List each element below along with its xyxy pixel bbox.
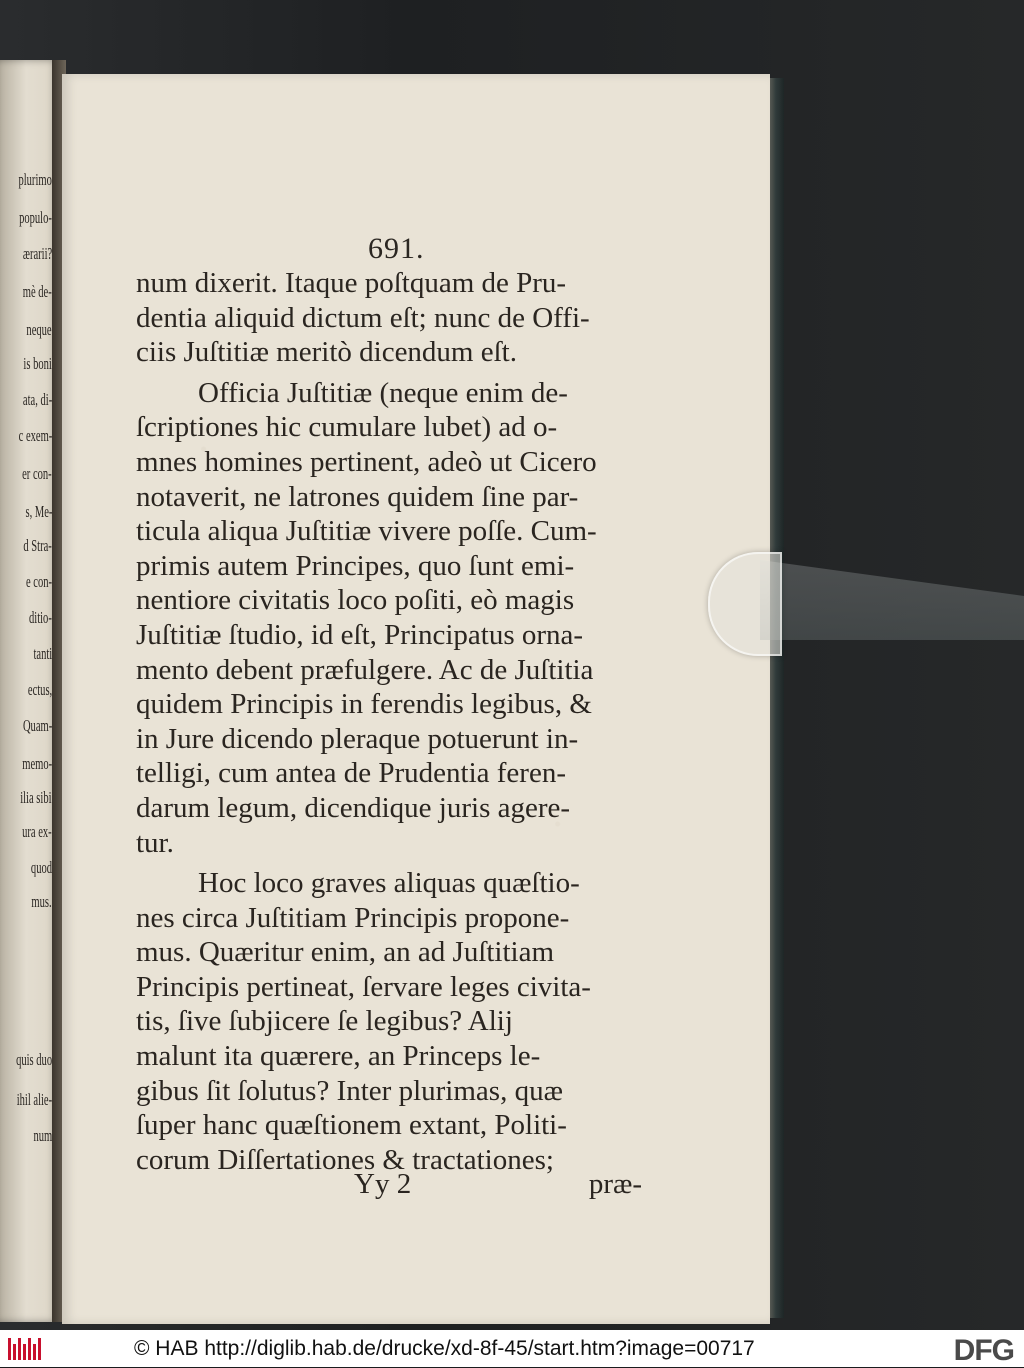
text-line: in Jure dicendo pleraque potuerunt in- [136,722,579,755]
margin-fragment: s, Me- [25,502,52,521]
text-line: mento debent præfulgere. Ac de Juſtitia [136,653,594,686]
margin-fragment: mè de- [23,282,52,301]
margin-fragment: memo- [22,754,52,773]
text-line: darum legum, dicendique juris agere- [136,791,571,824]
margin-fragment: num [33,1126,52,1145]
margin-fragment: ata, di- [22,390,52,409]
margin-fragment: mus. [31,892,52,911]
text-line: tis, ſive ſubjicere ſe legibus? Alij [136,1005,513,1038]
page-foot [354,1168,642,1201]
text-line: ſuper hanc quæſtionem extant, Politi- [136,1109,567,1142]
margin-fragment: tanti [33,644,52,663]
margin-fragment: ura ex- [22,822,52,841]
margin-fragment: plurimo [18,170,52,189]
credit-link[interactable]: © HAB http://diglib.hab.de/drucke/xd-8f-45/start.htm?image=00717 [134,1336,755,1360]
margin-fragment: neque [26,320,52,339]
text-line: dentia aliquid dictum eſt; nunc de Offi- [136,301,590,334]
text-line: gibus ſit ſolutus? Inter plurimas, quæ [136,1074,563,1107]
margin-fragment: ilia sibi [20,788,52,807]
hab-logo-icon [8,1336,42,1362]
text-line: tur. [136,826,174,859]
text-line: Officia Juſtitiæ (neque enim de- [198,376,568,409]
book-page [62,74,770,1324]
text-line: corum Diſſertationes & tractationes; [136,1143,554,1176]
catchword: præ- [588,1168,642,1200]
margin-fragment: quis duo [15,1050,52,1069]
text-line: num dixerit. Itaque poſtquam de Pru- [136,267,567,299]
text-line: primis autem Principes, quo ſunt emi- [136,549,575,582]
body-text [136,266,640,1177]
facing-page-edge [0,60,58,1322]
text-line: ticula aliqua Juſtitiæ vivere poſſe. Cum- [136,515,597,548]
text-line: malunt ita quærere, an Princeps le- [136,1040,541,1073]
text-line: notaverit, ne latrones quidem ſine par- [136,480,579,513]
text-line: mus. Quæritur enim, an ad Juſtitiam [136,936,555,969]
dfg-logo: DFG [953,1334,1014,1367]
margin-fragment: d Stra- [23,536,52,555]
margin-fragment: e con- [25,572,52,591]
margin-fragment: c exem- [18,426,52,445]
margin-fragment: ditio- [29,608,52,627]
text-line: nentiore civitatis loco poſiti, eò magis [136,584,575,617]
text-line: Hoc loco graves aliquas quæſtio- [198,867,580,900]
margin-fragment: populo- [19,208,52,227]
signature-mark: Yy 2 [354,1168,412,1200]
margin-fragment: ærarii? [22,244,52,263]
text-line: Principis pertineat, ſervare leges civita- [136,970,591,1003]
text-line: ciis Juſtitiæ meritò dicendum eſt. [136,336,517,369]
text-line: telligi, cum antea de Prudentia feren- [136,757,566,790]
text-line: ſcriptiones hic cumulare lubet) ad o- [136,411,558,444]
page-number: 691. [368,232,425,265]
text-line: nes circa Juſtitiam Principis propone- [136,901,570,934]
margin-fragment: er con- [22,464,52,483]
text-line: quidem Principis in ferendis legibus, & [136,688,592,721]
text-line: mnes homines pertinent, adeò ut Cicero [136,445,597,478]
footer-bar [0,1330,1024,1367]
margin-fragment: ectus, [27,680,52,699]
margin-fragment: is boni [23,354,52,373]
margin-fragment: ihil alie- [16,1090,52,1109]
margin-fragment: quod [30,858,52,877]
margin-fragment: Quam- [22,716,52,735]
text-line: Juſtitiæ ſtudio, id eſt, Principatus orna- [136,618,584,651]
